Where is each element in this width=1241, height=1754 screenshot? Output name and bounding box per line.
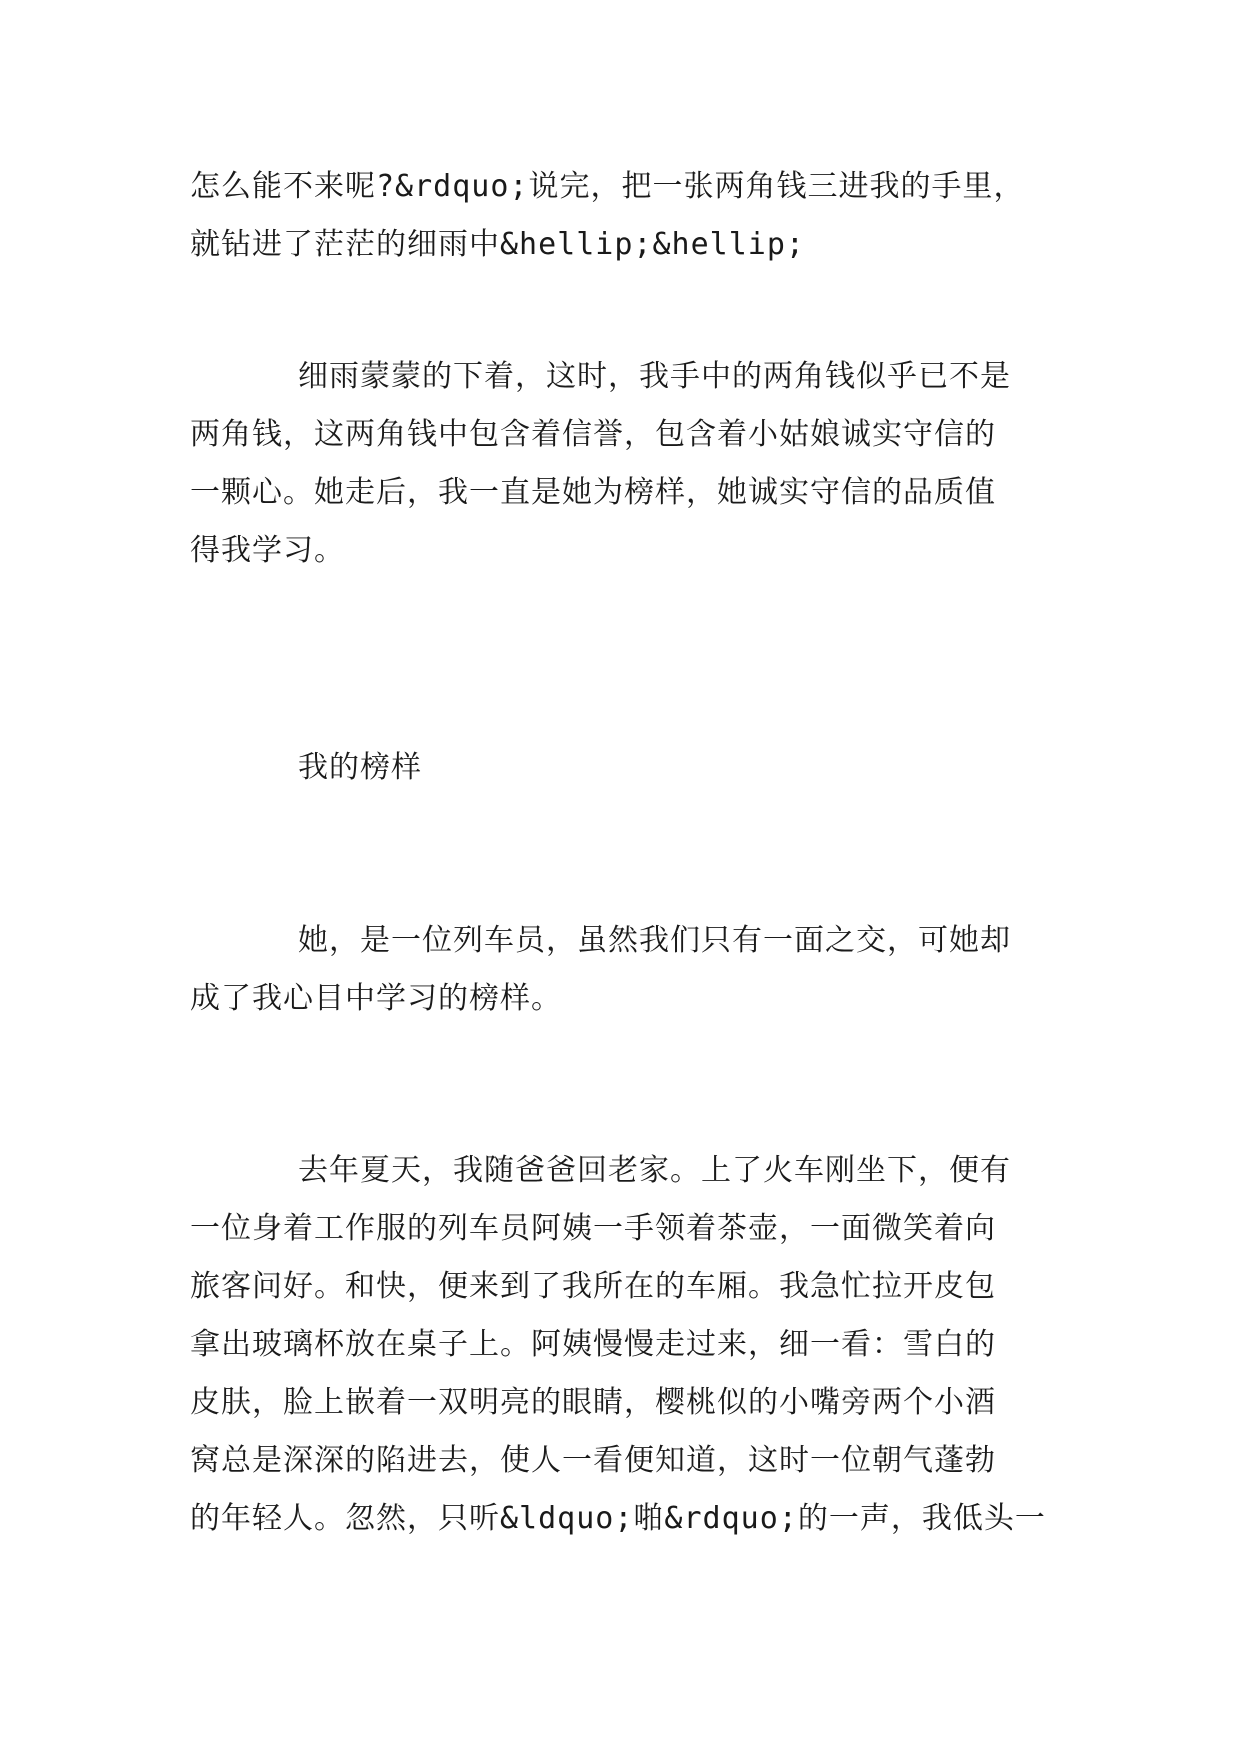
paragraph-4 <box>190 1142 1060 1548</box>
text-line: 得我学习。 <box>190 533 345 568</box>
text-line: 两角钱，这两角钱中包含着信誉，包含着小姑娘诚实守信的 <box>190 417 996 452</box>
text-line: 一位身着工作服的列车员阿姨一手领着茶壶，一面微笑着向 <box>190 1211 996 1246</box>
paragraph-1 <box>190 158 1060 274</box>
section-title-text: 我的榜样 <box>298 750 422 785</box>
paragraph-3 <box>190 912 1060 1028</box>
text-line: 细雨蒙蒙的下着，这时，我手中的两角钱似乎已不是 <box>298 359 1011 394</box>
text-line: 旅客问好。和快，便来到了我所在的车厢。我急忙拉开皮包 <box>190 1269 996 1304</box>
text-line: 拿出玻璃杯放在桌子上。阿姨慢慢走过来，细一看：雪白的 <box>190 1327 996 1362</box>
text-line: 的年轻人。忽然，只听&ldquo;啪&rdquo;的一声，我低头一 <box>190 1501 1046 1536</box>
text-line: 她，是一位列车员，虽然我们只有一面之交，可她却 <box>298 923 1011 958</box>
text-line: 怎么能不来呢?&rdquo;说完，把一张两角钱三进我的手里， <box>190 169 1025 204</box>
paragraph-2 <box>190 348 1060 580</box>
text-line: 一颗心。她走后，我一直是她为榜样，她诚实守信的品质值 <box>190 475 996 510</box>
text-line: 就钻进了茫茫的细雨中&hellip;&hellip; <box>190 227 805 262</box>
text-line: 成了我心目中学习的榜样。 <box>190 981 562 1016</box>
text-line: 去年夏天，我随爸爸回老家。上了火车刚坐下，便有 <box>298 1153 1011 1188</box>
section-title <box>190 739 1060 797</box>
text-line: 窝总是深深的陷进去，使人一看便知道，这时一位朝气蓬勃 <box>190 1443 996 1478</box>
text-line: 皮肤，脸上嵌着一双明亮的眼睛，樱桃似的小嘴旁两个小酒 <box>190 1385 996 1420</box>
